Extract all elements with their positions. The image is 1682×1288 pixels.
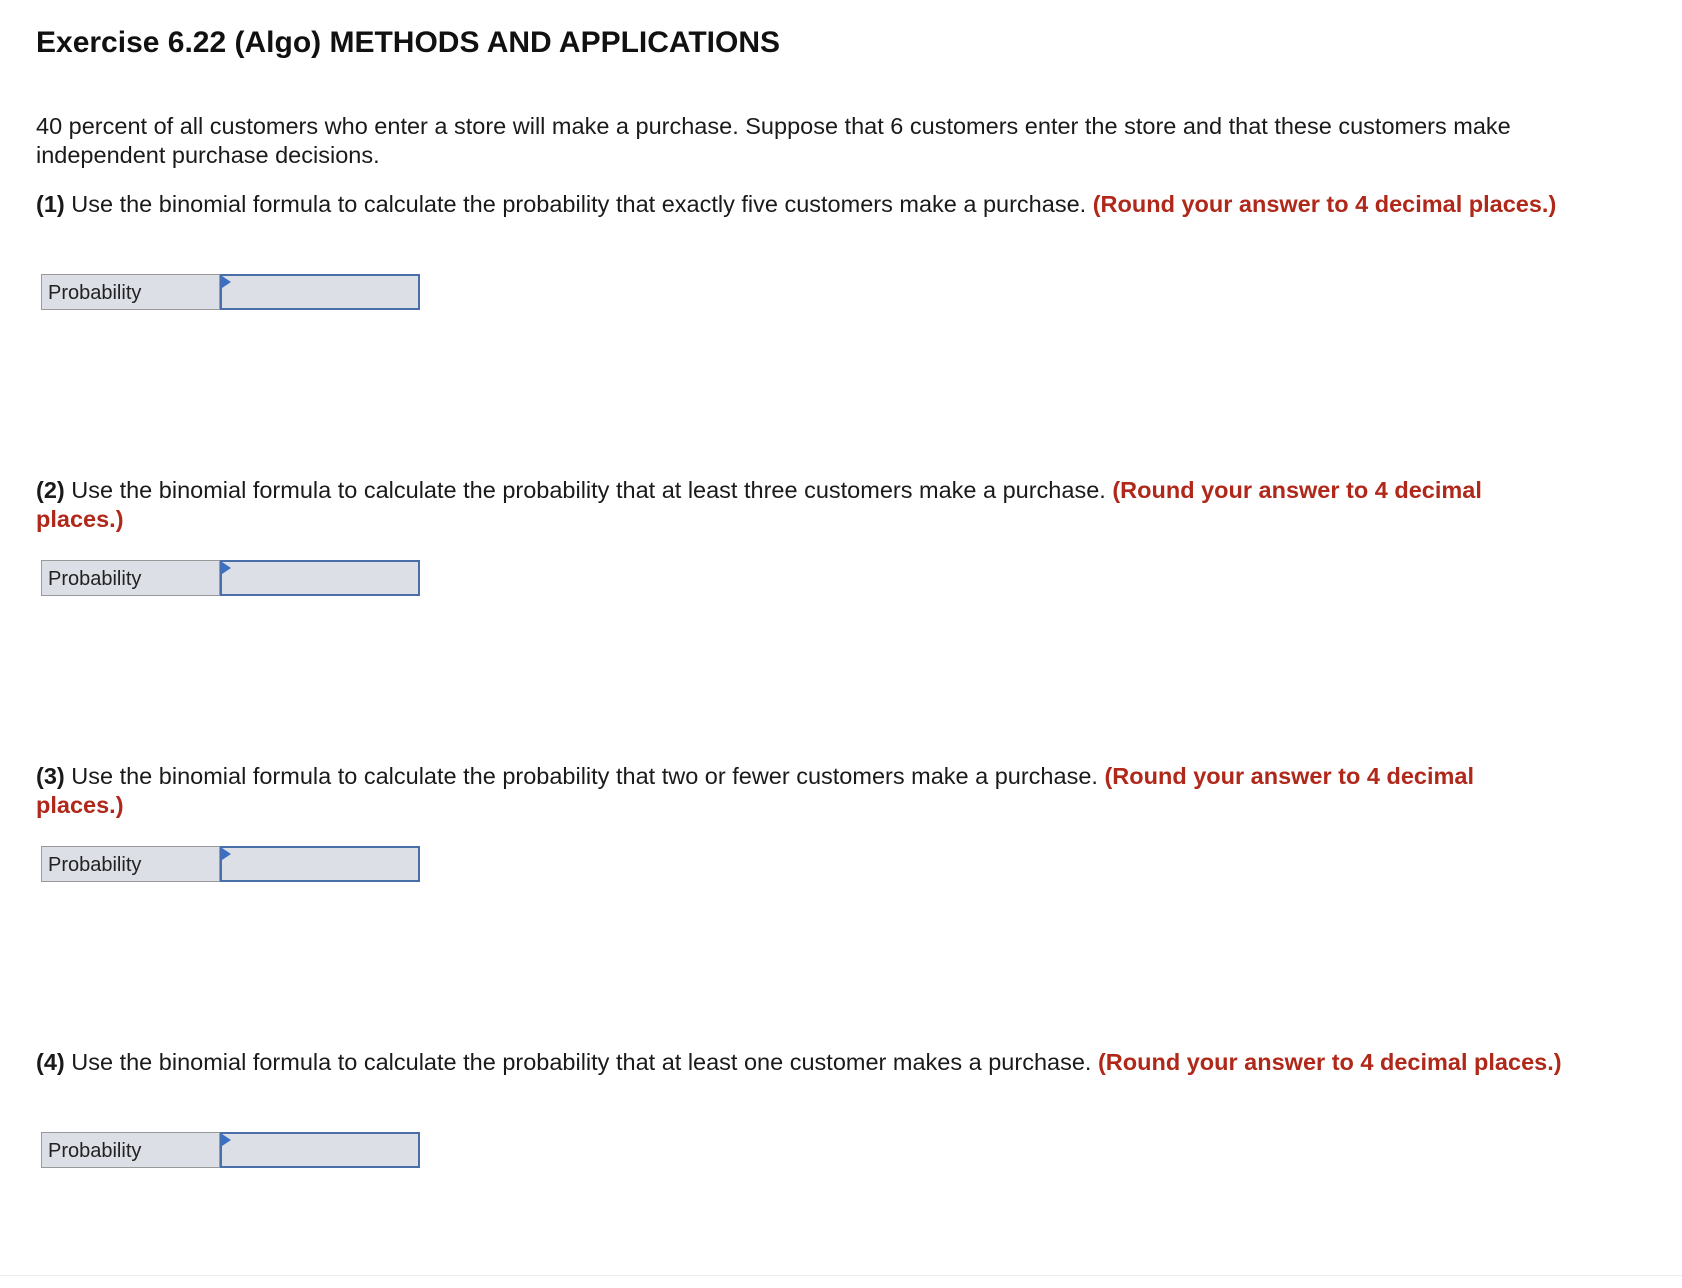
question-1-text: Use the binomial formula to calculate the probability that exactly five customers make a purchase. xyxy=(71,191,1087,217)
question-1-answer-row xyxy=(41,274,420,312)
question-1-answer-label: Probability xyxy=(41,274,220,310)
question-1-number: (1) xyxy=(36,191,65,217)
question-2-text: Use the binomial formula to calculate the probability that at least three customers make a purchase. xyxy=(71,477,1106,503)
question-4-rounding-instruction: (Round your answer to 4 decimal places.) xyxy=(1097,1049,1562,1075)
question-3-rounding-instruction: (Round your answer to 4 decimal places.) xyxy=(36,763,1474,818)
question-4-answer-row xyxy=(41,1132,420,1170)
flag-icon xyxy=(222,848,231,860)
question-4-answer-field[interactable] xyxy=(220,1132,420,1168)
question-1-rounding-instruction: (Round your answer to 4 decimal places.) xyxy=(1092,191,1557,217)
question-3-prompt xyxy=(36,762,1566,820)
flag-icon xyxy=(222,562,231,574)
question-1-probability-input[interactable] xyxy=(222,276,418,308)
question-3-number: (3) xyxy=(36,763,65,789)
question-4-prompt xyxy=(36,1048,1566,1077)
question-3-probability-input[interactable] xyxy=(222,848,418,880)
flag-icon xyxy=(222,276,231,288)
question-2-probability-input[interactable] xyxy=(222,562,418,594)
question-1-answer-field[interactable] xyxy=(220,274,420,310)
question-3-text: Use the binomial formula to calculate the probability that two or fewer customers make a purchase. xyxy=(71,763,1098,789)
question-3-answer-row xyxy=(41,846,420,884)
bottom-divider xyxy=(0,1275,1682,1276)
question-1-prompt xyxy=(36,190,1566,219)
question-2-answer-row xyxy=(41,560,420,598)
question-3-answer-field[interactable] xyxy=(220,846,420,882)
exercise-title: Exercise 6.22 (Algo) METHODS AND APPLICATIONS xyxy=(36,26,781,59)
question-4-text: Use the binomial formula to calculate the probability that at least one customer makes a purchase. xyxy=(71,1049,1092,1075)
question-2-answer-label: Probability xyxy=(41,560,220,596)
question-2-number: (2) xyxy=(36,477,65,503)
question-4-answer-label: Probability xyxy=(41,1132,220,1168)
flag-icon xyxy=(222,1134,231,1146)
question-4-probability-input[interactable] xyxy=(222,1134,418,1166)
problem-statement: 40 percent of all customers who enter a store will make a purchase. Suppose that 6 customers enter the store and that these customers make independent purchase decisions. xyxy=(36,113,1511,168)
question-2-rounding-instruction: (Round your answer to 4 decimal places.) xyxy=(36,477,1482,532)
question-4-number: (4) xyxy=(36,1049,65,1075)
question-2-prompt xyxy=(36,476,1566,534)
question-2-answer-field[interactable] xyxy=(220,560,420,596)
question-3-answer-label: Probability xyxy=(41,846,220,882)
